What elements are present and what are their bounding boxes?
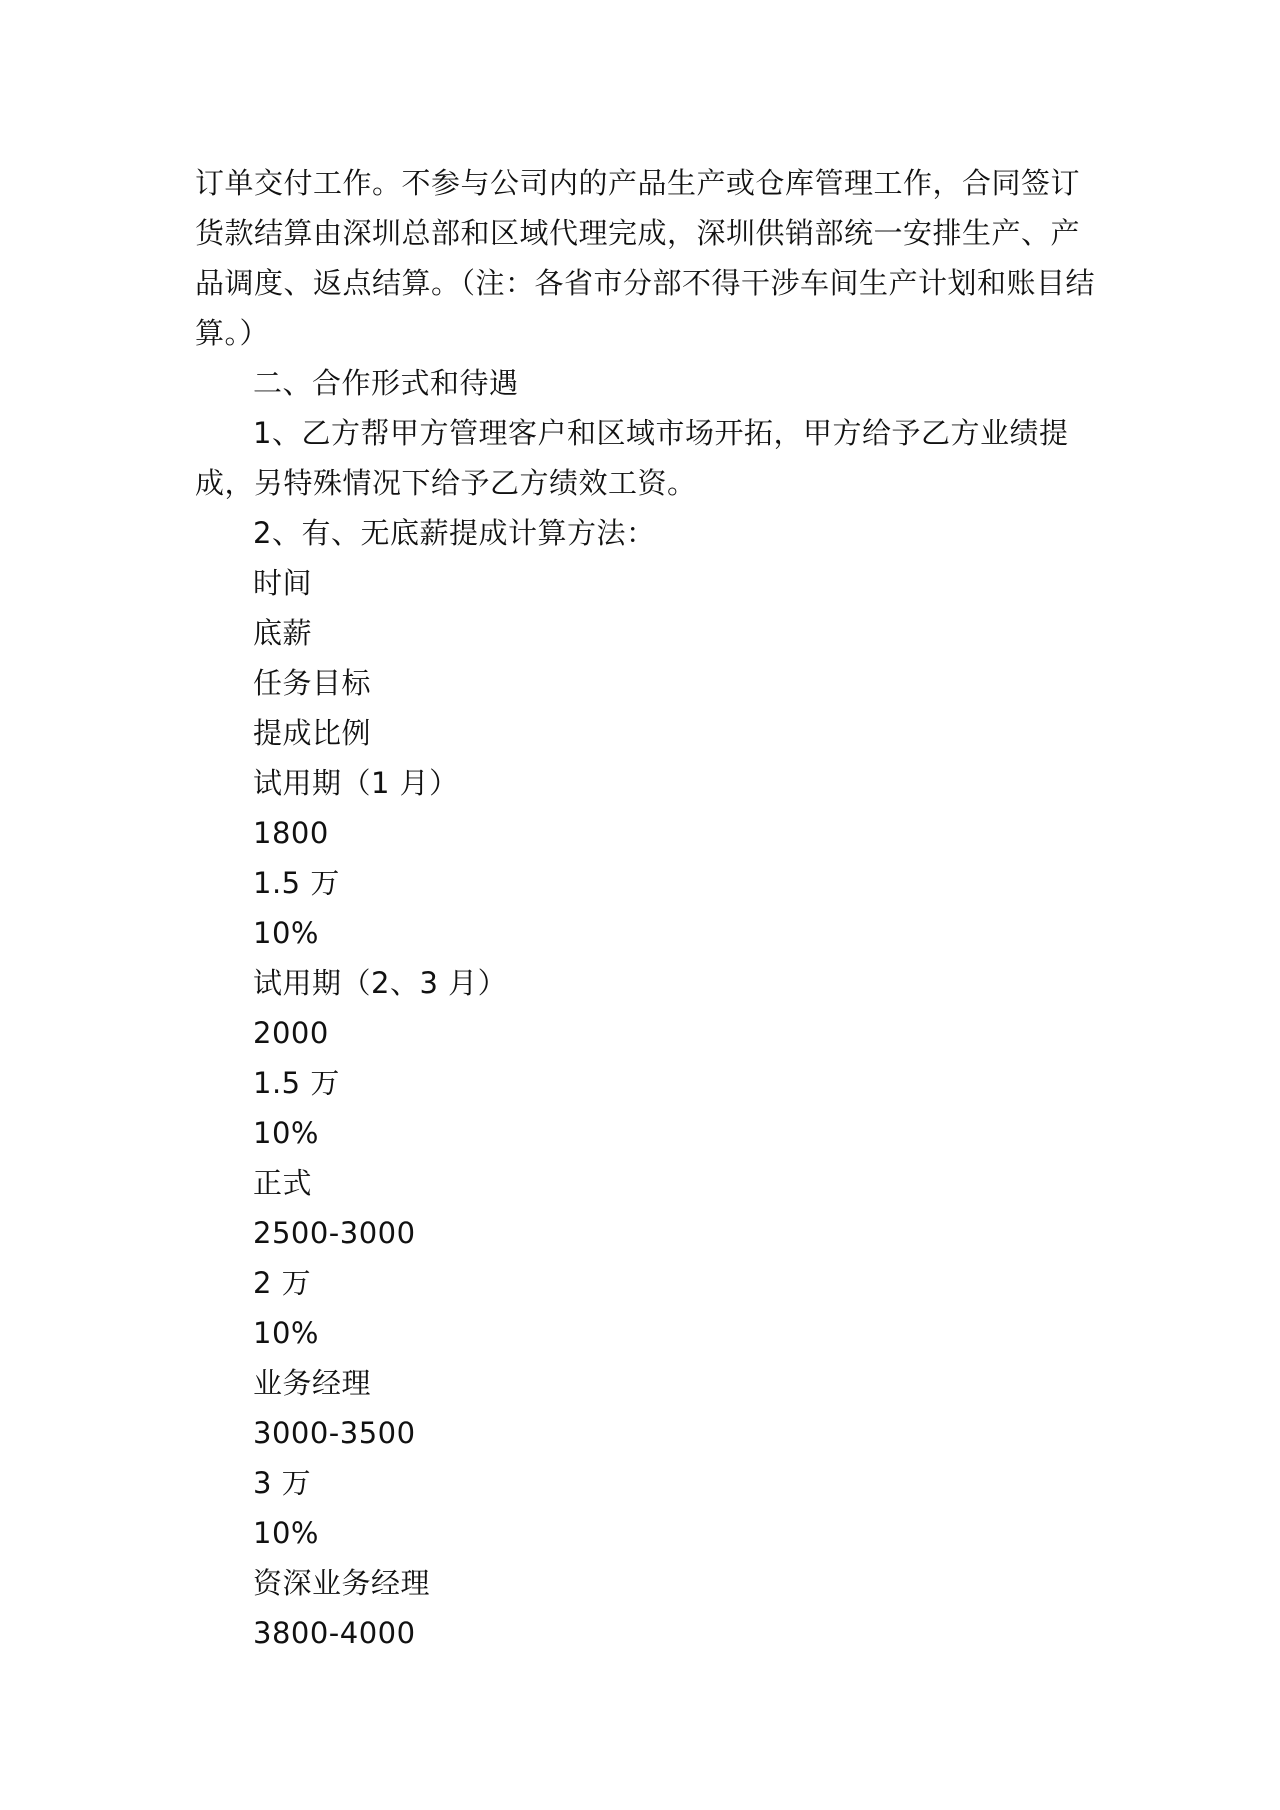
section-heading: 二、合作形式和待遇 [253,366,519,400]
table-line: 正式 [253,1166,313,1200]
intro-paragraph: 订单交付工作。不参与公司内的产品生产或仓库管理工作，合同签订货款结算由深圳总部和区域代理完成，深圳供销部统一安排生产、产品调度、返点结算。（注：各省市分部不得干涉车间生产计划和账目结算。） [195,166,1096,350]
table-line: 资深业务经理 [253,1566,431,1600]
item-2-paragraph: 2、有、无底薪提成计算方法： [253,516,656,550]
table-line: 时间 [253,566,313,600]
table-line: 3000-3500 [253,1416,416,1450]
table-line: 2 万 [253,1266,312,1300]
commission-table-lines [195,558,1095,1658]
table-line: 试用期（1 月） [253,766,459,800]
table-line: 3 万 [253,1466,312,1500]
table-line: 任务目标 [253,666,372,700]
table-line: 10% [253,1116,319,1150]
table-line: 2000 [253,1016,329,1050]
table-line: 1.5 万 [253,866,340,900]
table-line: 提成比例 [253,716,372,750]
table-line: 试用期（2、3 月） [253,966,508,1000]
item-1-paragraph: 1、乙方帮甲方管理客户和区域市场开拓，甲方给予乙方业绩提成，另特殊情况下给予乙方绩效工资。 [195,416,1069,500]
table-line: 1.5 万 [253,1066,340,1100]
table-line: 10% [253,1516,319,1550]
table-line: 10% [253,916,319,950]
table-line: 2500-3000 [253,1216,416,1250]
table-line: 1800 [253,816,329,850]
table-line: 3800-4000 [253,1616,416,1650]
document-body [195,158,1095,1658]
table-line: 业务经理 [253,1366,372,1400]
table-line: 底薪 [253,616,313,650]
table-line: 10% [253,1316,319,1350]
